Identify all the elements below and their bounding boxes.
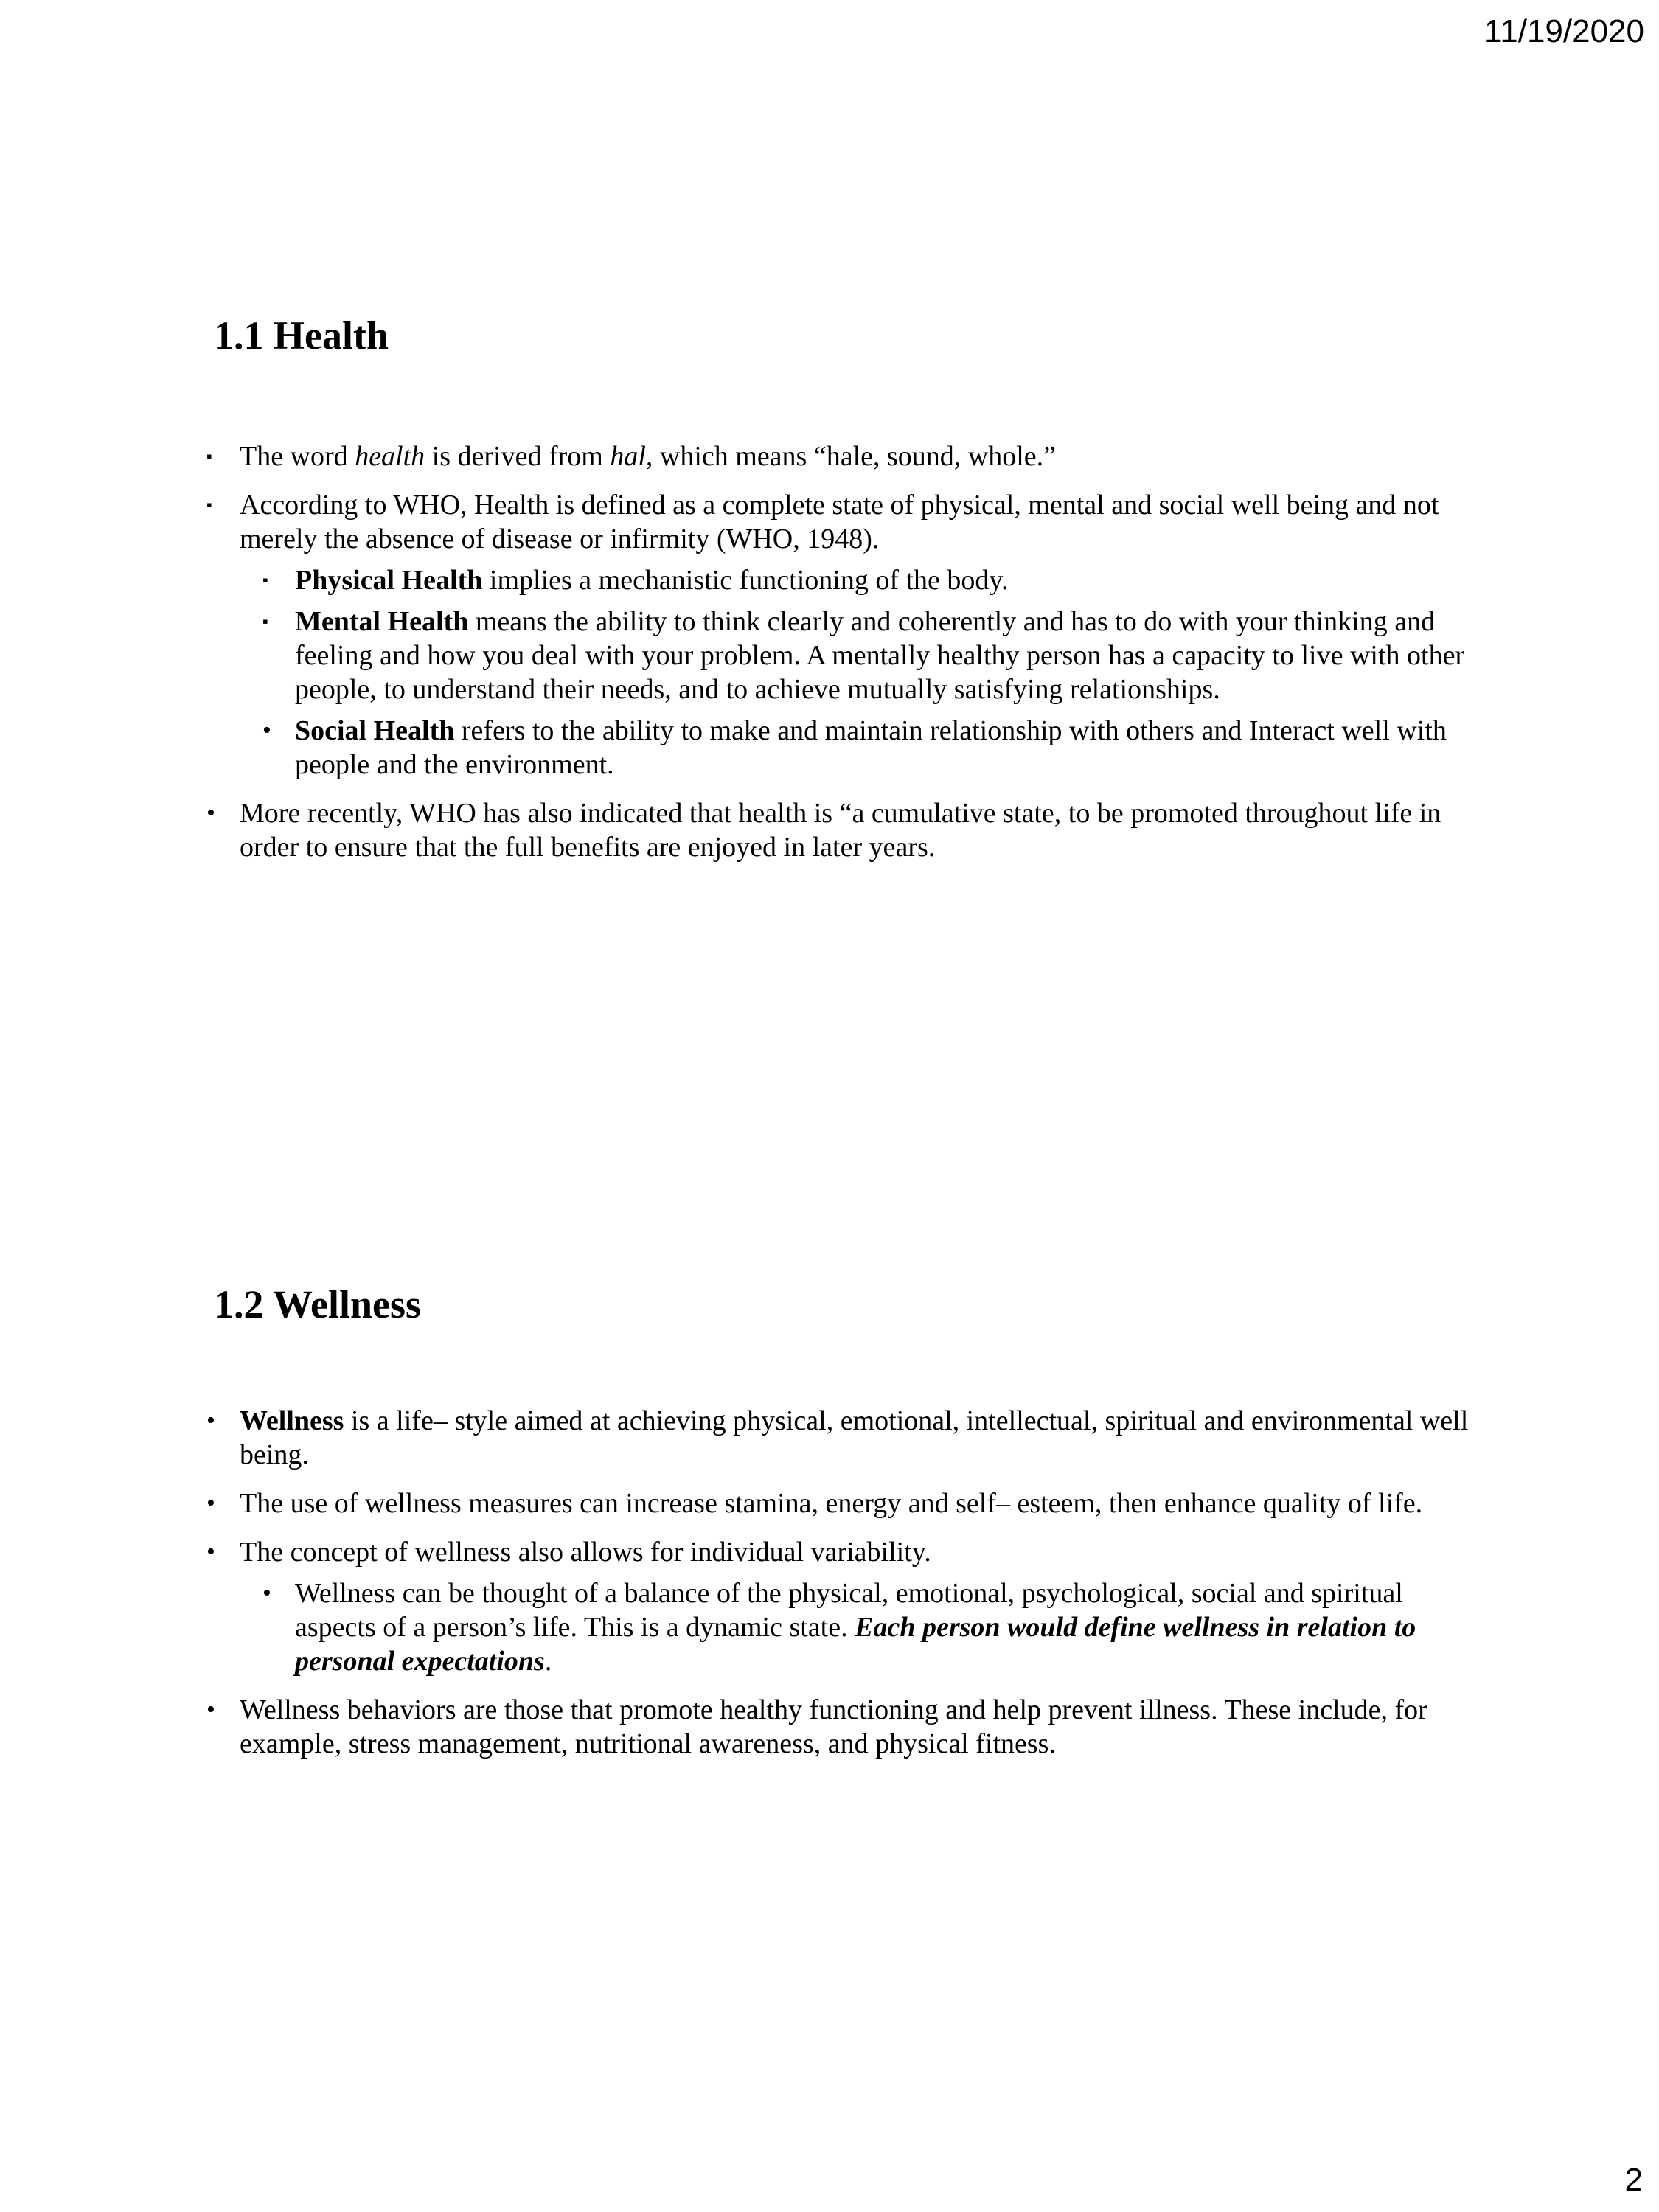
list-item: ▪ According to WHO, Health is defined as a complete state of physical, mental and social well being and not merely the absence of disease or infirmity (WHO, 1948). <box>206 490 1439 554</box>
section-title-wellness: 1.2 Wellness <box>214 1282 422 1326</box>
list-item: • Wellness can be thought of a balance of the physical, emotional, psychological, social and spiritual aspects of a person’s life. This is a dynamic state. Each person would define wellness in relation to personal expectations. <box>262 1578 1416 1677</box>
list-item: • Wellness behaviors are those that promote healthy functioning and help prevent illness. These include, for example, stress management, nutritional awareness, and physical fitness. <box>206 1694 1427 1759</box>
list-item: ▪ Mental Health means the ability to think clearly and coherently and has to do with your thinking and feeling and how you deal with your problem. A mentally healthy person has a capacity to live with other people, to understand their needs, and to achieve mutually satisfying relationships. <box>262 606 1465 705</box>
round-bullet-icon: • <box>206 1407 215 1434</box>
round-bullet-icon: • <box>262 1579 271 1607</box>
list-item: • The use of wellness measures can increase stamina, energy and self– esteem, then enhance quality of life. <box>206 1488 1423 1519</box>
round-bullet-icon: • <box>206 1538 215 1565</box>
round-bullet-icon: • <box>262 717 271 744</box>
page-number: 2 <box>1624 2162 1643 2198</box>
list-item: ▪ The word health is derived from hal, which means “hale, sound, whole.” <box>206 441 1057 472</box>
round-bullet-icon: • <box>206 799 215 827</box>
list-item: • Wellness is a life– style aimed at achieving physical, emotional, intellectual, spiritual and environmental well being. <box>206 1405 1469 1470</box>
square-bullet-icon: ▪ <box>206 495 212 514</box>
list-item: • Social Health refers to the ability to make and maintain relationship with others and Interact well with people and the environment. <box>262 715 1447 780</box>
wellness-bullet-list <box>0 1404 1659 1761</box>
square-bullet-icon: ▪ <box>206 447 212 465</box>
list-item: • More recently, WHO has also indicated that health is “a cumulative state, to be promoted throughout life in order to ensure that the full benefits are enjoyed in later years. <box>206 798 1441 863</box>
health-bullet-list <box>0 439 1659 864</box>
square-bullet-icon: ▪ <box>262 612 268 630</box>
square-bullet-icon: ▪ <box>262 571 268 589</box>
section-title-health: 1.1 Health <box>214 313 389 358</box>
slide-date: 11/19/2020 <box>1484 13 1644 49</box>
round-bullet-icon: • <box>206 1696 215 1723</box>
list-item: ▪ Physical Health implies a mechanistic functioning of the body. <box>262 565 1009 596</box>
list-item: • The concept of wellness also allows for individual variability. <box>206 1537 931 1568</box>
round-bullet-icon: • <box>206 1489 215 1517</box>
